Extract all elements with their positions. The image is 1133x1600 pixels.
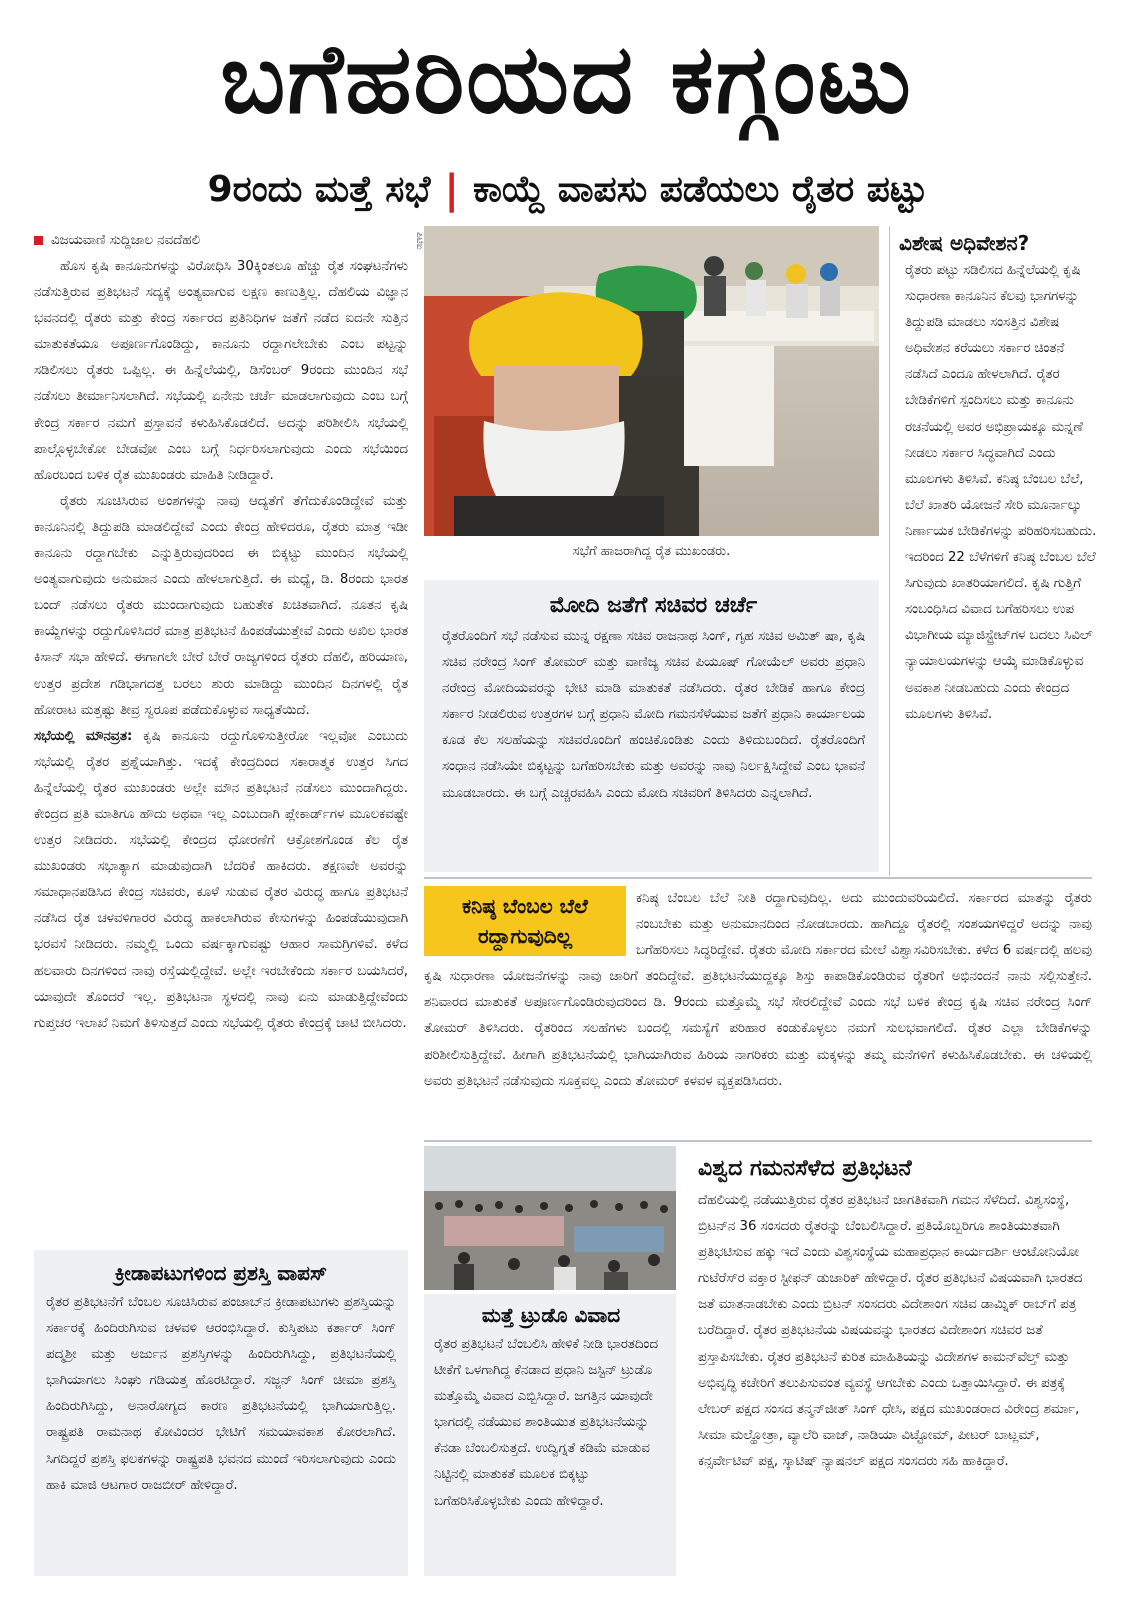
sports-box xyxy=(34,1250,408,1576)
session-box xyxy=(899,228,1099,728)
sports-box-text: ರೈತರ ಪ್ರತಿಭಟನೆಗೆ ಬೆಂಬಲ ಸೂಚಿಸಿರುವ ಪಂಜಾಬ್‌ನ ಕ್ರೀಡಾಪಟುಗಳು ಪ್ರಶಸ್ತಿಯನ್ನು ಸರ್ಕಾರಕ್ಕೆ ಹಿಂದಿರುಗಿಸುವ ಚಳವಳಿ ಆರಂಭಿಸಿದ್ದಾರೆ. ಕುಸ್ತಿಪಟು ಕರ್ತಾರ್ ಸಿಂಗ್ ಪದ್ಮಶ್ರೀ ಮತ್ತು ಅರ್ಜುನ ಪ್ರಶಸ್ತಿಗಳನ್ನು ಹಿಂದಿರುಗಿಸಿದ್ದು, ಪ್ರತಿಭಟನೆಯಲ್ಲಿ ಭಾಗಿಯಾಗಲು ಸಿಂಘು ಗಡಿಯತ್ತ ಹೊರಟಿದ್ದಾರೆ. ಸಜ್ಜನ್ ಸಿಂಗ್ ಚೀಮಾ ಪ್ರಶಸ್ತಿ ಹಿಂದಿರುಗಿಸಿದ್ದು, ಅನಾರೋಗ್ಯದ ಕಾರಣ ಪ್ರತಿಭಟನೆಯಲ್ಲಿ ಭಾಗಿಯಾಗುತ್ತಿಲ್ಲ. ರಾಷ್ಟ್ರಪತಿ ರಾಮನಾಥ ಕೋವಿಂದರ ಭೇಟಿಗೆ ಸಮಯಾವಕಾಶ ಕೋರಲಾಗಿದೆ. ಸಿಗದಿದ್ದರೆ ಪ್ರಶಸ್ತಿ ಫಲಕಗಳನ್ನು ರಾಷ್ಟ್ರಪತಿ ಭವನದ ಮುಂದೆ ಇರಿಸಲಾಗುವುದು ಎಂದು ಹಾಕಿ ಮಾಜಿ ಆಟಗಾರ ರಾಜಬೀರ್ ಹೇಳಿದ್ದಾರೆ. xyxy=(46,1295,396,1493)
story-paragraph-3 xyxy=(34,724,408,1037)
story-paragraph-1: ಹೊಸ ಕೃಷಿ ಕಾನೂನುಗಳನ್ನು ವಿರೋಧಿಸಿ 30ಕ್ಕಿಂತಲೂ ಹೆಚ್ಚು ರೈತ ಸಂಘಟನೆಗಳು ನಡೆಸುತ್ತಿರುವ ಪ್ರತಿಭಟನೆ ಸದ್ಯಕ್ಕೆ ಅಂತ್ಯವಾಗುವ ಲಕ್ಷಣ ಕಾಣುತ್ತಿಲ್ಲ. ದೆಹಲಿಯ ವಿಜ್ಞಾನ ಭವನದಲ್ಲಿ ರೈತರು ಮತ್ತು ಕೇಂದ್ರ ಸರ್ಕಾರದ ಪ್ರತಿನಿಧಿಗಳ ಜತೆಗೆ ನಡೆದ ಐದನೇ ಸುತ್ತಿನ ಮಾತುಕತೆಯೂ ಅಪೂರ್ಣಗೊಂಡಿದ್ದು, ಕಾನೂನು ರದ್ದಾಗಲೇಬೇಕು ಎಂಬ ಪಟ್ಟನ್ನು ಸಡಿಲಿಸಲು ರೈತರು ಒಪ್ಪಿಲ್ಲ. ಈ ಹಿನ್ನೆಲೆಯಲ್ಲಿ, ಡಿಸೆಂಬರ್ 9ರಂದು ಮುಂದಿನ ಸಭೆ ನಡೆಸಲು ತೀರ್ಮಾನಿಸಲಾಗಿದೆ. ಸಭೆಯಲ್ಲಿ ಏನೇನು ಚರ್ಚೆ ಮಾಡಲಾಗುವುದು ಎಂಬ ಬಗ್ಗೆ ಕೇಂದ್ರ ಸರ್ಕಾರ ನಮಗೆ ಪ್ರಸ್ತಾವನೆ ಕಳುಹಿಸಿಕೊಡಲಿದೆ. ಅದನ್ನು ಪರಿಶೀಲಿಸಿ ಸಭೆಯಲ್ಲಿ ಪಾಲ್ಗೊಳ್ಳಬೇಕೋ ಬೇಡವೋ ಎಂಬ ಬಗ್ಗೆ ನಿರ್ಧರಿಸಲಾಗುವುದು ಎಂದು ಸಭೆಯಿಂದ ಹೊರಬಂದ ಬಳಿಕ ರೈತ ಮುಖಂಡರು ಮಾಹಿತಿ ನೀಡಿದ್ದಾರೆ. xyxy=(34,259,408,483)
trudeau-box-text: ರೈತರ ಪ್ರತಿಭಟನೆ ಬೆಂಬಲಿಸಿ ಹೇಳಿಕೆ ನೀಡಿ ಭಾರತದಿಂದ ಟೀಕೆಗೆ ಒಳಗಾಗಿದ್ದ ಕೆನಡಾದ ಪ್ರಧಾನಿ ಜಸ್ಟಿನ್ ಟ್ರುಡೊ ಮತ್ತೊಮ್ಮೆ ವಿವಾದ ಎಬ್ಬಿಸಿದ್ದಾರೆ. ಜಗತ್ತಿನ ಯಾವುದೇ ಭಾಗದಲ್ಲಿ ನಡೆಯುವ ಶಾಂತಿಯುತ ಪ್ರತಿಭಟನೆಯನ್ನು ಕೆನಡಾ ಬೆಂಬಲಿಸುತ್ತದೆ. ಉದ್ವಿಗ್ನತೆ ಕಡಿಮೆ ಮಾಡುವ ನಿಟ್ಟಿನಲ್ಲಿ ಮಾತುಕತೆ ಮೂಲಕ ಬಿಕ್ಕಟ್ಟು ಬಗೆಹರಿಸಿಕೊಳ್ಳಬೇಕು ಎಂದು ಹೇಳಿದ್ದಾರೆ. xyxy=(434,1337,658,1509)
story-paragraph-2: ರೈತರು ಸೂಚಿಸಿರುವ ಅಂಶಗಳನ್ನು ನಾವು ಆದ್ಯತೆಗೆ ತೆಗೆದುಕೊಂಡಿದ್ದೇವೆ ಮತ್ತು ಕಾನೂನಿನಲ್ಲಿ ತಿದ್ದುಪಡಿ ಮಾಡಲಿದ್ದೇವೆ ಎಂದು ಕೇಂದ್ರ ಹೇಳಿದರೂ, ರೈತರು ಮಾತ್ರ ಇಡೀ ಕಾನೂನು ರದ್ದಾಗಬೇಕು ಎನ್ನುತ್ತಿರುವುದರಿಂದ ಈ ಬಿಕ್ಕಟ್ಟು ಮುಂದಿನ ಸಭೆಯಲ್ಲಿ ಅಂತ್ಯವಾಗುವುದು ಅನುಮಾನ ಎಂದು ಹೇಳಲಾಗುತ್ತಿದೆ. ಈ ಮಧ್ಯೆ, ಡಿ. 8ರಂದು ಭಾರತ ಬಂದ್ ನಡೆಸಲು ರೈತರು ಮುಂದಾಗುವುದು ಬಹುತೇಕ ಖಚಿತವಾಗಿದೆ. ನೂತನ ಕೃಷಿ ಕಾಯ್ದೆಗಳನ್ನು ರದ್ದುಗೊಳಿಸಿದರೆ ಮಾತ್ರ ಪ್ರತಿಭಟನೆ ಹಿಂಪಡೆಯುತ್ತೇವೆ ಎಂದು ಅಖಿಲ ಭಾರತ ಕಿಸಾನ್ ಸಭಾ ಹೇಳಿದೆ. ಈಗಾಗಲೇ ಬೇರೆ ಬೇರೆ ರಾಜ್ಯಗಳಿಂದ ರೈತರು ದೆಹಲಿ, ಹರಿಯಾಣ, ಉತ್ತರ ಪ್ರದೇಶ ಗಡಿಭಾಗದತ್ತ ಬರಲು ಶುರು ಮಾಡಿದ್ದು ಮುಂದಿನ ದಿನಗಳಲ್ಲಿ ರೈತ ಹೋರಾಟ ಮತ್ತಷ್ಟು ತೀವ್ರ ಸ್ವರೂಪ ಪಡೆದುಕೊಳ್ಳುವ ಸಾಧ್ಯತೆಯಿದೆ. xyxy=(34,493,408,718)
photo-farmer-leaders xyxy=(424,226,879,536)
world-box-text: ದೆಹಲಿಯಲ್ಲಿ ನಡೆಯುತ್ತಿರುವ ರೈತರ ಪ್ರತಿಭಟನೆ ಜಾಗತಿಕವಾಗಿ ಗಮನ ಸೆಳೆದಿದೆ. ವಿಶ್ವಸಂಸ್ಥೆ, ಬ್ರಿಟನ್‌ನ 36 ಸಂಸದರು ರೈತರನ್ನು ಬೆಂಬಲಿಸಿದ್ದಾರೆ. ಪ್ರತಿಯೊಬ್ಬರಿಗೂ ಶಾಂತಿಯುತವಾಗಿ ಪ್ರತಿಭಟಿಸುವ ಹಕ್ಕು ಇದೆ ಎಂದು ವಿಶ್ವಸಂಸ್ಥೆಯ ಮಹಾಪ್ರಧಾನ ಕಾರ್ಯದರ್ಶಿ ಆಂಟೋನಿಯೋ ಗುಟೆರೆಸ್‌ರ ವಕ್ತಾರ ಸ್ಟೀಫನ್ ಡುಜಾರಿಕ್ ಹೇಳಿದ್ದಾರೆ. ರೈತರ ಪ್ರತಿಭಟನೆ ವಿಷಯವಾಗಿ ಭಾರತದ ಜತೆ ಮಾತನಾಡಬೇಕು ಎಂದು ಬ್ರಿಟನ್ ಸಂಸದರು ವಿದೇಶಾಂಗ ಸಚಿವ ಡಾಮ್ನಿಕ್ ರಾಬ್‌ಗೆ ಪತ್ರ ಬರೆದಿದ್ದಾರೆ. ರೈತರ ಪ್ರತಿಭಟನೆಯ ವಿಷಯವನ್ನು ಭಾರತದ ವಿದೇಶಾಂಗ ಸಚಿವರ ಜತೆ ಪ್ರಸ್ತಾಪಿಸಬೇಕು. ರೈತರ ಪ್ರತಿಭಟನೆ ಕುರಿತ ಮಾಹಿತಿಯನ್ನು ವಿದೇಶಗಳ ಕಾಮನ್‌ವೆಲ್ತ್ ಮತ್ತು ಅಭಿವೃದ್ಧಿ ಕಚೇರಿಗೆ ತಲುಪಿಸುವಂತ ವ್ಯವಸ್ಥೆ ಆಗಬೇಕು ಎಂದು ಒತ್ತಾಯಿಸಿದ್ದಾರೆ. ಈ ಪತ್ರಕ್ಕೆ ಲೇಬರ್ ಪಕ್ಷದ ಸಂಸದ ತನ್ಮನ್‌ಜೀತ್ ಸಿಂಗ್ ಧೇಸಿ, ಪಕ್ಷದ ಮುಖಂಡರಾದ ವಿರೇಂದ್ರ ಶರ್ಮಾ, ಸೀಮಾ ಮಲ್ಹೋತ್ರಾ, ವ್ಯಾಲೆರಿ ವಾಜ್, ನಾಡಿಯಾ ವಿಟ್ಟೋಮ್, ಪೀಟರ್ ಬಾಟ್ಲಮ್, ಕನ್ಸರ್ವೇಟಿವ್ ಪಕ್ಷ, ಸ್ಕಾಟಿಷ್ ನ್ಯಾಷನಲ್ ಪಕ್ಷದ ಸಂಸದರು ಸಹಿ ಹಾಕಿದ್ದಾರೆ. xyxy=(698,1193,1083,1469)
msp-top-rule xyxy=(424,877,1092,879)
modi-box-text: ರೈತರೊಂದಿಗೆ ಸಭೆ ನಡೆಸುವ ಮುನ್ನ ರಕ್ಷಣಾ ಸಚಿವ ರಾಜನಾಥ ಸಿಂಗ್, ಗೃಹ ಸಚಿವ ಅಮಿತ್ ಷಾ, ಕೃಷಿ ಸಚಿವ ನರೇಂದ್ರ ಸಿಂಗ್ ತೋಮರ್ ಮತ್ತು ವಾಣಿಜ್ಯ ಸಚಿವ ಪಿಯೂಷ್ ಗೋಯೆಲ್ ಅವರು ಪ್ರಧಾನಿ ನರೇಂದ್ರ ಮೋದಿಯವರನ್ನು ಭೇಟಿ ಮಾಡಿ ಮಾತುಕತೆ ನಡೆಸಿದರು. ರೈತರ ಬೇಡಿಕೆ ಹಾಗೂ ಕೇಂದ್ರ ಸರ್ಕಾರ ನೀಡಲಿರುವ ಉತ್ತರಗಳ ಬಗ್ಗೆ ಪ್ರಧಾನಿ ಮೋದಿ ಗಮನಸೆಳೆಯುವ ಜತೆಗೆ ಪ್ರಧಾನಿ ಕಾರ್ಯಾಲಯ ಕೂಡ ಕೆಲ ಸಲಹೆಯನ್ನು ಸಚಿವರೊಂದಿಗೆ ಹಂಚಿಕೊಂಡಿತು ಎಂದು ತಿಳಿದುಬಂದಿದೆ. ರೈತರೊಂದಿಗೆ ಸಂಧಾನ ನಡೆಸಿಯೇ ಬಿಕ್ಕಟ್ಟನ್ನು ಬಗೆಹರಿಸಬೇಕು ಮತ್ತು ಅವರನ್ನು ನಾವು ನಿರ್ಲಕ್ಷಿಸಿದ್ದೇವೆ ಎಂಬ ಭಾವನೆ ಮೂಡಬಾರದು. ಈ ಬಗ್ಗೆ ಎಚ್ಚರವಹಿಸಿ ಎಂದು ಮೋದಿ ಸಚಿವರಿಗೆ ತಿಳಿಸಿದರು ಎನ್ನಲಾಗಿದೆ. xyxy=(442,629,865,801)
world-box xyxy=(698,1150,1093,1475)
main-story xyxy=(34,228,408,1037)
dateline-text: ವಿಜಯವಾಣಿ ಸುದ್ದಿಜಾಲ ನವದೆಹಲಿ xyxy=(51,233,200,248)
msp-text-block xyxy=(424,886,1092,1095)
world-box-title: ವಿಶ್ವದ ಗಮನಸೆಳೆದ ಪ್ರತಿಭಟನೆ xyxy=(698,1156,912,1181)
protest-crowd-image xyxy=(424,1146,676,1290)
dateline-marker xyxy=(34,236,43,245)
trudeau-box-title: ಮತ್ತೆ ಟ್ರುಡೊ ವಿವಾದ xyxy=(481,1303,621,1327)
dateline xyxy=(34,228,408,254)
msp-title-line-1: ಕನಿಷ್ಠ ಬೆಂಬಲ ಬೆಲೆ xyxy=(462,894,588,918)
subhead xyxy=(30,156,1105,224)
msp-box-text: ಕನಿಷ್ಠ ಬೆಂಬಲ ಬೆಲೆ ನೀತಿ ರದ್ದಾಗುವುದಿಲ್ಲ. ಅದು ಮುಂದುವರಿಯಲಿದೆ. ಸರ್ಕಾರದ ಮಾತನ್ನು ರೈತರು ನಂಬಬೇಕು ಮತ್ತು ಅನುಮಾನದಿಂದ ನೋಡಬಾರದು. ಹಾಗಿದ್ದೂ ರೈತರಲ್ಲಿ ಸಂಶಯಗಳಿದ್ದರೆ ಅದನ್ನು ನಾವು ಬಗೆಹರಿಸಲು ಸಿದ್ಧರಿದ್ದೇವೆ. ರೈತರು ಮೋದಿ ಸರ್ಕಾರದ ಮೇಲೆ ವಿಶ್ವಾಸವಿರಿಸಬೇಕು. ಕಳೆದ 6 ವರ್ಷದಲ್ಲಿ ಹಲವು ಕೃಷಿ ಸುಧಾರಣಾ ಯೋಜನೆಗಳನ್ನು ನಾವು ಜಾರಿಗೆ ತಂದಿದ್ದೇವೆ. ಪ್ರತಿಭಟನೆಯುದ್ದಕ್ಕೂ ಶಿಸ್ತು ಕಾಪಾಡಿಕೊಂಡಿರುವ ರೈತರಿಗೆ ಅಭಿನಂದನೆ ನಾನು ಸಲ್ಲಿಸುತ್ತೇನೆ. ಶನಿವಾರದ ಮಾತುಕತೆ ಅಪೂರ್ಣಗೊಂಡಿರುವುದರಿಂದ ಡಿ. 9ರಂದು ಮತ್ತೊಮ್ಮೆ ಸಭೆ ಸೇರಲಿದ್ದೇವೆ ಎಂದು ಸಭೆ ಬಳಿಕ ಕೇಂದ್ರ ಕೃಷಿ ಸಚಿವ ನರೇಂದ್ರ ಸಿಂಗ್ ತೋಮರ್ ತಿಳಿಸಿದರು. ರೈತರಿಂದ ಸಲಹೆಗಳು ಬಂದಲ್ಲಿ ಸಮಸ್ಯೆಗೆ ಪರಿಹಾರ ಕಂಡುಕೊಳ್ಳಲು ನಮಗೆ ಸುಲಭವಾಗಲಿದೆ. ರೈತರ ಎಲ್ಲಾ ಬೇಡಿಕೆಗಳನ್ನು ಪರಿಶೀಲಿಸುತ್ತಿದ್ದೇವೆ. ಹೀಗಾಗಿ ಪ್ರತಿಭಟನೆಯಲ್ಲಿ ಭಾಗಿಯಾಗಿರುವ ಹಿರಿಯ ನಾಗರಿಕರು ಮತ್ತು ಮಕ್ಕಳನ್ನು ತಮ್ಮ ಮನೆಗಳಿಗೆ ಕಳುಹಿಸಿಕೊಡಬೇಕು. ಈ ಚಳಿಯಲ್ಲಿ ಅವರು ಪ್ರತಿಭಟನೆ ನಡೆಸುವುದು ಸೂಕ್ತವಲ್ಲ ಎಂದು ತೋಮರ್ ಕಳವಳ ವ್ಯಕ್ತಪಡಿಸಿದರು. xyxy=(424,891,1092,1089)
trudeau-box xyxy=(424,1294,676,1576)
session-box-title: ವಿಶೇಷ ಅಧಿವೇಶನ? xyxy=(899,231,1030,255)
subhead-left: 9ರಂದು ಮತ್ತೆ ಸಭೆ xyxy=(207,169,431,210)
msp-float-spacer xyxy=(424,886,636,962)
subhead-right: ಕಾಯ್ದೆ ವಾಪಸು ಪಡೆಯಲು ರೈತರ ಪಟ್ಟು xyxy=(473,169,928,210)
masthead xyxy=(14,4,1119,154)
sports-box-title: ಕ್ರೀಡಾಪಟುಗಳಿಂದ ಪ್ರಶಸ್ತಿ ವಾಪಸ್ xyxy=(114,1261,328,1285)
photo-protest-crowd xyxy=(424,1146,676,1290)
photo-caption: ಸಭೆಗೆ ಹಾಜರಾಗಿದ್ದ ರೈತ ಮುಖಂಡರು. xyxy=(572,544,731,559)
subhead-separator: | xyxy=(444,167,459,213)
session-box-text: ರೈತರು ಪಟ್ಟು ಸಡಿಲಿಸದ ಹಿನ್ನೆಲೆಯಲ್ಲಿ ಕೃಷಿ ಸುಧಾರಣಾ ಕಾನೂನಿನ ಕೆಲವು ಭಾಗಗಳನ್ನು ತಿದ್ದುಪಡಿ ಮಾಡಲು ಸಂಸತ್ತಿನ ವಿಶೇಷ ಅಧಿವೇಶನ ಕರೆಯಲು ಸರ್ಕಾರ ಚಿಂತನೆ ನಡೆಸಿದೆ ಎಂದೂ ಹೇಳಲಾಗಿದೆ. ರೈತರ ಬೇಡಿಕೆಗಳಿಗೆ ಸ್ಪಂದಿಸಲು ಮತ್ತು ಕಾನೂನು ರಚನೆಯಲ್ಲಿ ಅವರ ಅಭಿಪ್ರಾಯಕ್ಕೂ ಮನ್ನಣೆ ನೀಡಲು ಸರ್ಕಾರ ಸಿದ್ಧವಾಗಿದೆ ಎಂದು ಮೂಲಗಳು ತಿಳಿಸಿವೆ. ಕನಿಷ್ಠ ಬೆಂಬಲ ಬೆಲೆ, ಬೆಲೆ ಖಾತರಿ ಯೋಜನೆ ಸೇರಿ ಮೂರ್ನಾಲ್ಕು ನಿರ್ಣಾಯಕ ಬೇಡಿಕೆಗಳನ್ನು ಪರಿಹರಿಸಬಹುದು. ಇದರಿಂದ 22 ಬೆಳೆಗಳಿಗೆ ಕನಿಷ್ಠ ಬೆಂಬಲ ಬೆಲೆ ಸಿಗುವುದು ಖಾತರಿಯಾಗಲಿದೆ. ಕೃಷಿ ಗುತ್ತಿಗೆ ಸಂಬಂಧಿಸಿದ ವಿವಾದ ಬಗೆಹರಿಸಲು ಉಪ ವಿಭಾಗೀಯ ಮ್ಯಾಜಿಸ್ಟ್ರೇಟ್‌ಗಳ ಬದಲು ಸಿವಿಲ್ ನ್ಯಾಯಾಲಯಗಳನ್ನು ಆಯ್ಕೆ ಮಾಡಿಕೊಳ್ಳುವ ಅವಕಾಶ ನೀಡಬಹುದು ಎಂದು ಕೇಂದ್ರದ ಮೂಲಗಳು ತಿಳಿಸಿವೆ. xyxy=(905,263,1097,722)
story-paragraph-3-body: ಕೃಷಿ ಕಾನೂನು ರದ್ದುಗೊಳಿಸುತ್ತೀರೋ ಇಲ್ಲವೋ ಎಂಬುದು ಸಭೆಯಲ್ಲಿ ರೈತರ ಪ್ರಶ್ನೆಯಾಗಿತ್ತು. ಇದಕ್ಕೆ ಕೇಂದ್ರದಿಂದ ಸಕಾರಾತ್ಮಕ ಉತ್ತರ ಸಿಗದ ಹಿನ್ನೆಲೆಯಲ್ಲಿ ರೈತರ ಮುಖಂಡರು ಅಲ್ಲೇ ಮೌನ ಪ್ರತಿಭಟನೆ ನಡೆಸಲು ಮುಂದಾಗಿದ್ದರು. ಕೇಂದ್ರದ ಪ್ರತಿ ಮಾತಿಗೂ ಹೌದು ಅಥವಾ ಇಲ್ಲ ಎಂಬುದಾಗಿ ಪ್ಲೇಕಾರ್ಡ್‌ಗಳ ಮೂಲಕವಷ್ಟೇ ಉತ್ತರ ನೀಡಿದರು. ಸಭೆಯಲ್ಲಿ ಕೇಂದ್ರದ ಧೋರಣೆಗೆ ಆಕ್ರೋಶಗೊಂಡ ಕೆಲ ರೈತ ಮುಖಂಡರು ಸಭಾತ್ಯಾಗ ಮಾಡುವುದಾಗಿ ಬೆದರಿಕೆ ಹಾಕಿದರು. ತಕ್ಷಣವೇ ಅವರನ್ನು ಸಮಾಧಾನಪಡಿಸಿದ ಕೇಂದ್ರ ಸಚಿವರು, ಕೂಳೆ ಸುಡುವ ರೈತರ ವಿರುದ್ಧ ಹಾಗೂ ಪ್ರತಿಭಟನೆ ನಡೆಸಿದ ರೈತ ಚಳವಳಿಗಾರರ ವಿರುದ್ಧ ಹಾಕಲಾಗಿರುವ ಕೇಸುಗಳನ್ನು ಹಿಂಪಡೆಯುವುದಾಗಿ ಭರವಸೆ ನೀಡಿದರು. ನಮ್ಮಲ್ಲಿ ಒಂದು ವರ್ಷಕ್ಕಾಗುವಷ್ಟು ಆಹಾರ ಸಾಮಗ್ರಿಗಳಿವೆ. ಕಳೆದ ಹಲವಾರು ದಿನಗಳಿಂದ ನಾವು ರಸ್ತೆಯಲ್ಲಿದ್ದೇವೆ. ಅಲ್ಲೇ ಇರಬೇಕೆಂದು ಸರ್ಕಾರ ಬಯಸಿದರೆ, ಯಾವುದೇ ತೊಂದರೆ ಇಲ್ಲ. ಪ್ರತಿಭಟನಾ ಸ್ಥಳದಲ್ಲಿ ನಾವು ಏನು ಮಾಡುತ್ತಿದ್ದೇವೆಂದು ಗುಪ್ತಚರ ಇಲಾಖೆ ನಿಮಗೆ ತಿಳಿಸುತ್ತದೆ ಎಂದು ಸಭೆಯಲ್ಲಿ ರೈತರು ಕೇಂದ್ರಕ್ಕೆ ಚಾಟಿ ಬೀಸಿದರು. xyxy=(34,728,408,1031)
modi-box-title: ಮೋದಿ ಜತೆಗೆ ಸಚಿವರ ಚರ್ಚೆ xyxy=(549,593,758,618)
msp-title-line-2: ರದ್ದಾಗುವುದಿಲ್ಲ xyxy=(477,924,573,948)
msp-bottom-rule xyxy=(424,1140,1092,1142)
column-rule-right xyxy=(889,226,890,876)
farmer-leaders-image xyxy=(424,226,879,536)
photo-credit: ಪಿಟಿಐ xyxy=(414,232,424,250)
masthead-title: ಬಗೆಹರಿಯದ ಕಗ್ಗಂಟು xyxy=(220,23,913,135)
modi-box xyxy=(424,580,879,872)
story-paragraph-3-lead: ಸಭೆಯಲ್ಲಿ ಮೌನವ್ರತ: xyxy=(34,728,133,744)
